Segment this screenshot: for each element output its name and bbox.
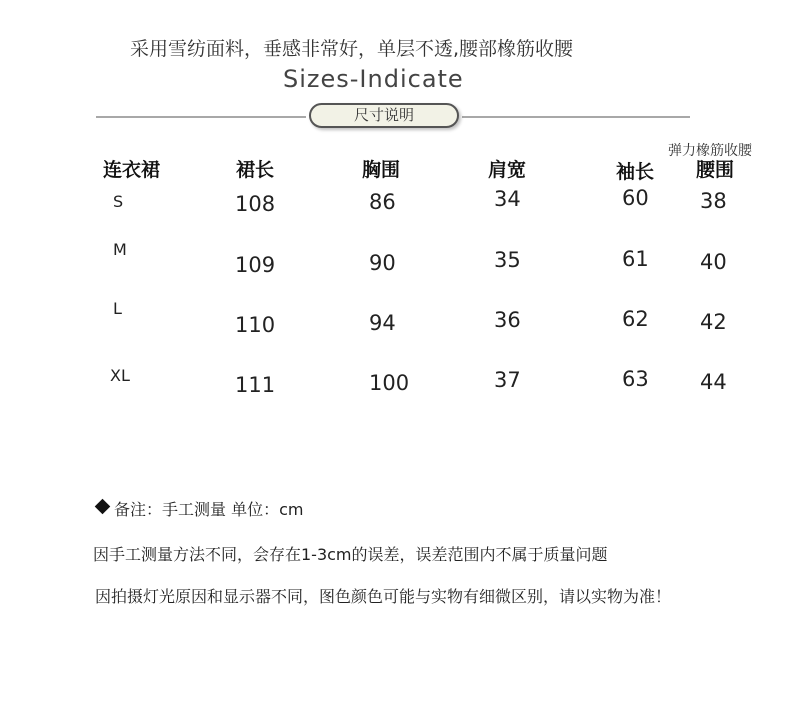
table-cell: 110 [235,313,276,337]
table-cell: 63 [622,367,649,391]
column-header-length: 裙长 [236,159,275,181]
table-cell: 34 [494,187,521,211]
diamond-bullet-icon [95,499,111,515]
column-header-waist: 腰围 [696,159,735,181]
table-cell: 60 [622,186,649,210]
section-label: 尺寸说明 [353,106,414,124]
table-cell: 42 [700,310,727,334]
table-cell: 90 [369,251,396,275]
column-header-shoulder: 肩宽 [488,159,527,181]
sizes-indicate-title: Sizes-Indicate [283,65,464,93]
size-label: S [113,192,124,211]
column-header-bust: 胸围 [362,159,401,181]
table-cell: 44 [700,370,727,394]
color-difference-note: 因拍摄灯光原因和显示器不同，图色颜色可能与实物有细微区别，请以实物为准！ [95,587,672,606]
remark-note: 备注：手工测量 单位：cm [114,500,304,519]
table-cell: 38 [700,189,727,213]
intro-text: 采用雪纺面料，垂感非常好，单层不透,腰部橡筋收腰 [130,38,574,60]
table-cell: 100 [369,371,410,395]
table-cell: 37 [494,368,521,392]
section-label-pill [309,103,459,128]
table-cell: 111 [235,373,276,397]
measurement-error-note: 因手工测量方法不同，会存在1-3cm的误差，误差范围内不属于质量问题 [93,545,608,564]
column-header-dress: 连衣裙 [103,159,161,181]
table-cell: 109 [235,253,276,277]
column-header-sleeve: 袖长 [616,161,655,183]
table-cell: 62 [622,307,649,331]
size-label: M [113,240,127,259]
size-label: XL [110,366,130,385]
table-cell: 94 [369,311,396,335]
divider-line-right [462,116,690,118]
table-cell: 35 [494,248,521,272]
table-cell: 40 [700,250,727,274]
table-cell: 61 [622,247,649,271]
table-cell: 108 [235,192,276,216]
size-label: L [113,299,122,318]
elastic-waist-note: 弹力橡筋收腰 [668,143,752,159]
table-cell: 36 [494,308,521,332]
divider-line-left [96,116,306,118]
table-cell: 86 [369,190,396,214]
